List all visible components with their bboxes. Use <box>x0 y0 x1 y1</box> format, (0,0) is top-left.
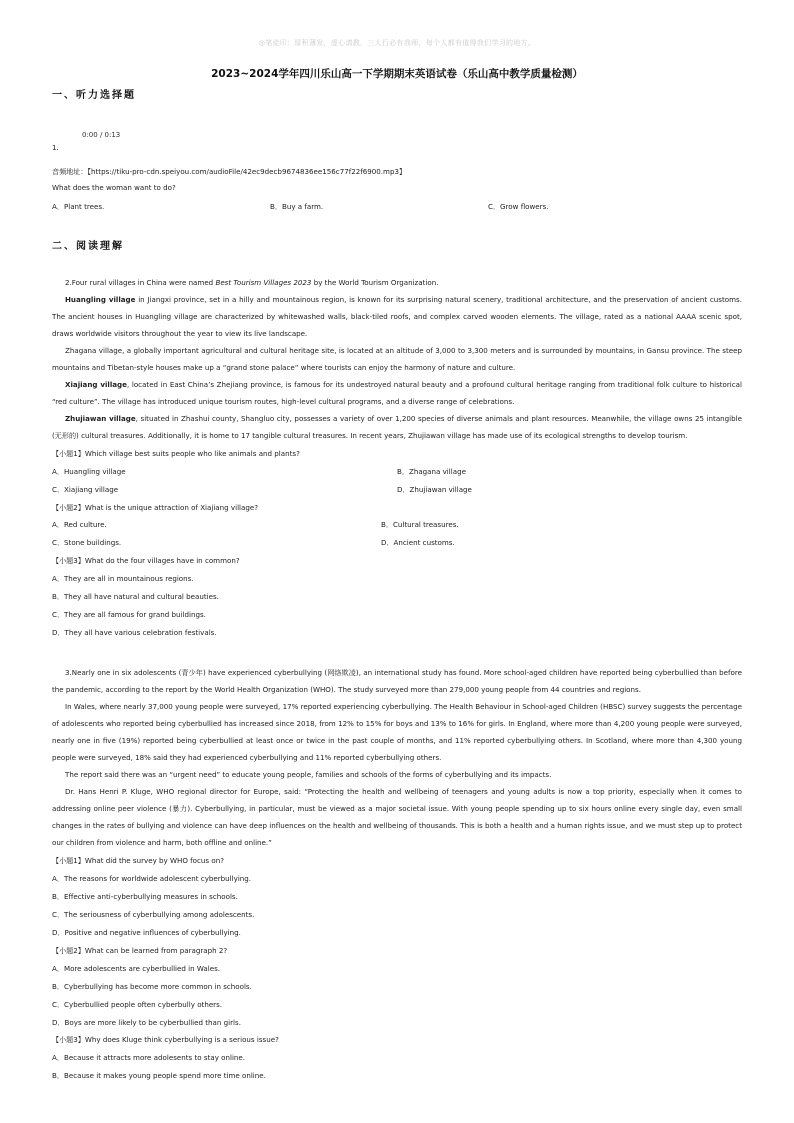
p2-q2-option-c[interactable]: C．Stone buildings. <box>52 538 122 547</box>
passage-2 <box>52 274 742 444</box>
p2-q2-option-a[interactable]: A．Red culture. <box>52 520 107 529</box>
p3-question-2: 【小题2】What can be learned from paragraph 2? <box>52 946 228 955</box>
p3-q1-option-a[interactable]: A．The reasons for worldwide adolescent cyberbullying. <box>52 874 252 883</box>
p3-q2-option-b[interactable]: B．Cyberbullying has become more common in schools. <box>52 982 252 991</box>
p2-q2-option-d[interactable]: D．Ancient customs. <box>381 538 455 547</box>
section-heading-listening: 一、听力选择题 <box>52 90 136 101</box>
listening-question: What does the woman want to do? <box>52 183 176 192</box>
p3-q1-option-c[interactable]: C．The seriousness of cyberbullying among adolescents. <box>52 910 255 919</box>
audio-url[interactable]: 音频地址：【https://tiku-pro-cdn.speiyou.com/audioFile/42ec9decb9674836ee156c77f22f6900.mp3】 <box>52 167 407 176</box>
passage-2-huangling: Huangling village in Jiangxi province, set in a hilly and mountainous region, is known for its surprising natural scenery, traditional architecture, and the preservation of ancient customs. The ancient houses in Huangling village are characterized by whitewashed walls, black-tiled roofs, and complex carved wooden elements. The village, rated as a national AAAA scenic spot, draws worldwide visitors throughout the year to view its live landscape. <box>52 295 742 338</box>
p2-q1-option-a[interactable]: A．Huangling village <box>52 467 126 476</box>
listening-option-a[interactable]: A．Plant trees. <box>52 202 105 211</box>
p2-q2-option-b[interactable]: B．Cultural treasures. <box>381 520 459 529</box>
listening-option-c[interactable]: C．Grow flowers. <box>488 202 549 211</box>
p3-q2-option-c[interactable]: C．Cyberbullied people often cyberbully others. <box>52 1000 223 1009</box>
question-number: 1. <box>52 143 59 152</box>
p3-q2-option-d[interactable]: D．Boys are more likely to be cyberbullied than girls. <box>52 1018 241 1027</box>
p2-q3-option-d[interactable]: D．They all have various celebration festivals. <box>52 628 217 637</box>
p3-q3-option-a[interactable]: A．Because it attracts more adolesents to stay online. <box>52 1053 246 1062</box>
p3-question-1: 【小题1】What did the survey by WHO focus on? <box>52 856 224 865</box>
p2-q1-option-c[interactable]: C．Xiajiang village <box>52 485 119 494</box>
p3-question-3: 【小题3】Why does Kluge think cyberbullying is a serious issue? <box>52 1035 279 1044</box>
passage-3 <box>52 664 742 851</box>
passage-3-para-1: 3.Nearly one in six adolescents (青少年) have experienced cyberbullying (网络欺凌), an international study has found. More school-aged children have reported being cyberbullied than before the pandemic, according to the report by the World Health Organization (WHO). The study surveyed more than 279,000 young people from 44 countries and regions. <box>52 668 742 694</box>
passage-3-para-3: The report said there was an “urgent need” to educate young people, families and schools of the forms of cyberbullying and its impacts. <box>65 770 552 779</box>
p2-question-1: 【小题1】Which village best suits people who like animals and plants? <box>52 449 300 458</box>
p2-q3-option-c[interactable]: C．They are all famous for grand buildings. <box>52 610 206 619</box>
passage-3-para-2: In Wales, where nearly 37,000 young people were surveyed, 17% reported experiencing cyberbullying. The Health Behaviour in School-aged Children (HBSC) survey suggests the percentage of adolescents who reported being cyberbullied has increased since 2018, from 12% to 15% for boys and 13% to 16% for girls. In England, where more than 4,200 young people were surveyed, nearly one in five (19%) reported being cyberbullied at least once or twice in the past couple of months, and 11% reported cyberbullying others. In Scotland, where more than 4,300 young people were surveyed, 18% said they had experienced cyberbullying and 11% reported cyberbullying others. <box>52 702 742 762</box>
p3-q2-option-a[interactable]: A．More adolescents are cyberbullied in Wales. <box>52 964 221 973</box>
p2-q3-option-b[interactable]: B．They all have natural and cultural beauties. <box>52 592 219 601</box>
p3-q1-option-d[interactable]: D．Positive and negative influences of cyberbullying. <box>52 928 241 937</box>
p2-q3-option-a[interactable]: A．They are all in mountainous regions. <box>52 574 194 583</box>
passage-3-para-4: Dr. Hans Henri P. Kluge, WHO regional director for Europe, said: “Protecting the health and wellbeing of teenagers and young adults is now a top priority, especially when it comes to addressing online peer violence (暴力). Cyberbullying, in particular, must be viewed as a major societal issue. With young people spending up to six hours online every single day, even small changes in the rates of bullying and violence can have deep influences on the health and wellbeing of thousands. This is both a health and a human rights issue, and we must step up to protect our children from violence and harm, both offline and online.” <box>52 787 742 847</box>
passage-2-intro: 2.Four rural villages in China were named Best Tourism Villages 2023 by the World Tourism Organization. <box>65 278 439 287</box>
watermark-text: ◎笔徒印：厚积薄发，虚心请教，三人行必有我师，每个人都有值得我们学习的地方。 <box>258 39 536 47</box>
page-title: 2023~2024学年四川乐山高一下学期期末英语试卷（乐山高中教学质量检测） <box>211 68 583 80</box>
passage-2-zhagana: Zhagana village, a globally important agricultural and cultural heritage site, is located at an altitude of 3,000 to 3,300 meters and is surrounded by mountains, in Gansu province. The steep mountains and Tibetan-style houses make up a “grand stone palace” where tourists can enjoy the harmony of nature and culture. <box>52 346 742 372</box>
audio-player-time[interactable]: 0:00 / 0:13 <box>82 131 121 139</box>
section-heading-reading: 二、阅读理解 <box>52 241 124 252</box>
p2-question-2: 【小题2】What is the unique attraction of Xiajiang village? <box>52 503 258 512</box>
listening-option-b[interactable]: B．Buy a farm. <box>270 202 324 211</box>
p2-question-3: 【小题3】What do the four villages have in common? <box>52 556 240 565</box>
p2-q1-option-b[interactable]: B．Zhagana village <box>397 467 466 476</box>
p3-q1-option-b[interactable]: B．Effective anti-cyberbullying measures in schools. <box>52 892 238 901</box>
passage-2-xiajiang: Xiajiang village, located in East China’s Zhejiang province, is famous for its undestroyed natural beauty and a profound cultural heritage ranging from traditional folk culture to historical “red culture”. The village has introduced unique tourism routes, high-level cultural programs, and a diverse range of celebrations. <box>52 380 742 406</box>
p3-q3-option-b[interactable]: B．Because it makes young people spend more time online. <box>52 1071 266 1080</box>
passage-2-zhujiawan: Zhujiawan village, situated in Zhashui county, Shangluo city, possesses a variety of over 1,200 species of diverse animals and plant resources. Meanwhile, the village owns 25 intangible (无形的) cultural treasures. Additionally, it is home to 17 tangible cultural treasures. In recent years, Zhujiawan village has made use of its ecological strengths to develop tourism. <box>52 414 742 440</box>
p2-q1-option-d[interactable]: D．Zhujiawan village <box>397 485 472 494</box>
